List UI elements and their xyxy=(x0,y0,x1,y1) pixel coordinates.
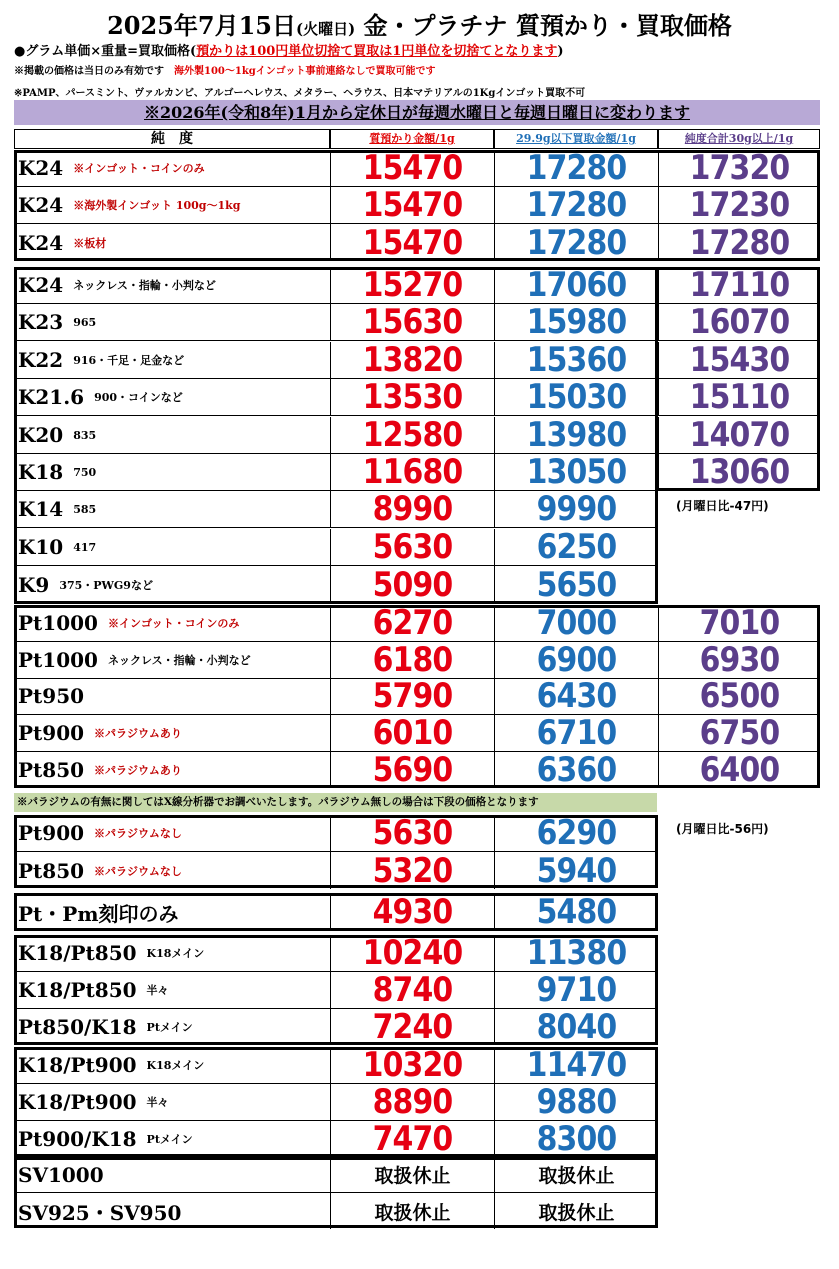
page-title xyxy=(0,6,839,41)
pawn-price-cell xyxy=(330,454,494,491)
purity-name: Pt900 xyxy=(18,821,85,845)
purity-label xyxy=(18,417,96,453)
buy-large-price-cell xyxy=(658,642,820,679)
purity-name: Pt850/K18 xyxy=(18,1014,137,1039)
purity-name: K23 xyxy=(18,310,64,334)
palladium-notice: ※パラジウムの有無に関してはX線分析器でお調べいたします。パラジウム無しの場合は下段の価格となります xyxy=(14,793,657,812)
buy-small-price: 6360 xyxy=(536,749,617,790)
purity-cell xyxy=(14,852,330,889)
pawn-price-cell xyxy=(330,417,494,454)
purity-note: ※パラジウムあり xyxy=(94,727,182,740)
purity-label xyxy=(18,642,251,678)
buy-small-price-cell xyxy=(494,893,658,931)
buy-small-price-cell xyxy=(494,1120,658,1157)
purity-cell xyxy=(14,815,330,852)
pawn-price: 11680 xyxy=(362,452,463,492)
purity-note: 835 xyxy=(73,428,97,442)
purity-label xyxy=(18,893,178,931)
pawn-price-cell xyxy=(330,1193,494,1229)
purity-cell xyxy=(14,1084,330,1121)
buy-large-price-cell xyxy=(658,715,820,752)
buy-small-price: 15360 xyxy=(526,340,627,380)
pawn-price: 13820 xyxy=(362,340,463,380)
purity-label xyxy=(18,1084,169,1120)
buy-small-price: 15980 xyxy=(526,302,627,342)
pawn-price-cell xyxy=(330,566,494,603)
holiday-banner: ※2026年(令和8年)1月から定休日が毎週水曜日と毎週日曜日に変わります xyxy=(14,100,820,125)
purity-cell xyxy=(14,642,330,679)
buy-small-price-cell xyxy=(494,150,658,187)
purity-name: Pt1000 xyxy=(18,648,98,672)
purity-cell xyxy=(14,1120,330,1157)
title-date: 2025年7月15日 xyxy=(107,11,296,40)
buy-small-price-cell xyxy=(494,605,658,642)
purity-name: K18/Pt850 xyxy=(18,978,137,1002)
buy-small-price-cell xyxy=(494,815,658,852)
pawn-price: 7240 xyxy=(372,1006,453,1047)
purity-note: ネックレス・指輪・小判など xyxy=(107,654,251,667)
purity-name: K24 xyxy=(18,193,64,217)
purity-name: K20 xyxy=(18,423,64,447)
pawn-price: 10240 xyxy=(362,933,463,973)
buy-small-price-cell xyxy=(494,935,658,972)
purity-name: Pt950 xyxy=(18,684,85,708)
purity-label xyxy=(18,304,96,340)
buy-large-price-cell xyxy=(658,751,820,788)
buy-small-price-cell xyxy=(494,1008,658,1045)
pawn-price-cell xyxy=(330,852,494,889)
buy-small-price: 11470 xyxy=(526,1045,627,1085)
purity-note: 375・PWG9など xyxy=(59,578,153,592)
purity-cell xyxy=(14,491,330,528)
buy-small-price-cell xyxy=(494,972,658,1009)
purity-note: Ptメイン xyxy=(146,1020,193,1034)
buy-small-price-cell xyxy=(494,454,658,491)
buy-small-price: 取扱休止 xyxy=(538,1165,615,1187)
buy-small-price: 5940 xyxy=(536,850,617,891)
purity-name: K18/Pt900 xyxy=(18,1053,137,1077)
pawn-price-cell xyxy=(330,150,494,187)
purity-name: Pt900/K18 xyxy=(18,1126,137,1151)
pawn-price-cell xyxy=(330,815,494,852)
purity-note: 417 xyxy=(73,540,97,554)
buy-large-price-cell xyxy=(658,605,820,642)
buy-small-price: 13980 xyxy=(526,415,627,455)
buy-small-price: 7000 xyxy=(536,603,617,643)
pawn-price-cell xyxy=(330,1120,494,1157)
buy-small-price-cell xyxy=(494,566,658,603)
buy-small-price: 8300 xyxy=(536,1118,617,1159)
buy-large-price-cell xyxy=(658,304,820,341)
purity-label xyxy=(18,852,182,889)
purity-name: SV925・SV950 xyxy=(18,1200,182,1225)
buy-large-price: 14070 xyxy=(689,415,790,455)
buy-large-price-cell xyxy=(658,224,820,261)
purity-name: Pt1000 xyxy=(18,611,98,635)
buy-small-price: 5480 xyxy=(536,892,617,932)
buy-small-price: 6710 xyxy=(536,713,617,753)
buy-large-price: 7010 xyxy=(699,603,780,643)
pawn-price-cell xyxy=(330,678,494,715)
purity-name: K22 xyxy=(18,348,64,372)
buy-large-price: 17230 xyxy=(689,185,790,225)
purity-name: Pt・Pm刻印のみ xyxy=(18,901,179,926)
purity-cell xyxy=(14,751,330,788)
purity-label xyxy=(18,935,204,971)
pawn-price-cell xyxy=(330,379,494,416)
purity-note: ※パラジウムなし xyxy=(94,827,182,840)
buy-small-price: 5650 xyxy=(536,564,617,605)
pawn-price-cell xyxy=(330,491,494,528)
pawn-price-cell xyxy=(330,342,494,379)
buy-small-price-cell xyxy=(494,1193,658,1229)
pawn-price-cell xyxy=(330,935,494,972)
purity-cell xyxy=(14,1193,330,1229)
buy-small-price: 17280 xyxy=(526,185,627,225)
purity-cell xyxy=(14,304,330,341)
pawn-price: 13530 xyxy=(362,377,463,417)
buy-large-price: 6930 xyxy=(699,640,780,680)
purity-label xyxy=(18,1157,104,1192)
pawn-price-cell xyxy=(330,642,494,679)
purity-name: SV1000 xyxy=(18,1162,104,1187)
buy-small-price: 6250 xyxy=(536,527,617,567)
purity-label xyxy=(18,1008,193,1045)
purity-label xyxy=(18,267,216,303)
validity-note xyxy=(14,62,436,77)
buy-small-price: 17280 xyxy=(526,222,627,263)
buy-large-price: 6750 xyxy=(699,713,780,753)
purity-label xyxy=(18,1047,204,1083)
purity-cell xyxy=(14,224,330,261)
purity-label xyxy=(18,150,205,186)
purity-cell xyxy=(14,1047,330,1084)
buy-small-price-cell xyxy=(494,1157,658,1193)
purity-cell xyxy=(14,566,330,603)
purity-cell xyxy=(14,1008,330,1045)
purity-name: Pt850 xyxy=(18,858,85,883)
purity-note: 半々 xyxy=(146,1096,169,1109)
pawn-price: 15470 xyxy=(362,148,463,188)
purity-name: K10 xyxy=(18,535,64,559)
buy-large-price: 17110 xyxy=(689,265,790,305)
purity-name: K9 xyxy=(18,572,50,597)
pawn-price: 8740 xyxy=(372,970,453,1010)
pawn-price: 15270 xyxy=(362,265,463,305)
purity-label xyxy=(18,1193,181,1229)
purity-name: K24 xyxy=(18,273,64,297)
ingot-exclusion-note: ※PAMP、パースミント、ヴァルカンビ、アルゴーヘレウス、メタラー、ヘラウス、日本マテリアルの1Kgインゴット買取不可 xyxy=(14,88,586,99)
buy-small-price: 9990 xyxy=(536,489,617,529)
pawn-price-cell xyxy=(330,224,494,261)
pawn-price: 5630 xyxy=(372,813,453,853)
purity-note: ネックレス・指輪・小判など xyxy=(73,279,216,292)
buy-small-price: 17060 xyxy=(526,265,627,305)
rounding-note xyxy=(14,40,564,59)
purity-cell xyxy=(14,379,330,416)
buy-small-price-cell xyxy=(494,379,658,416)
gold-change-note: (月曜日比-47円) xyxy=(676,499,769,513)
pawn-price: 取扱休止 xyxy=(374,1165,451,1187)
pawn-price: 7470 xyxy=(372,1118,453,1159)
buy-small-price: 9710 xyxy=(536,970,617,1010)
buy-small-price-cell xyxy=(494,715,658,752)
purity-cell xyxy=(14,935,330,972)
column-header-buy-small: 29.9g以下買取金額/1g xyxy=(494,129,658,149)
buy-large-price-cell xyxy=(658,454,820,491)
purity-label xyxy=(18,491,96,527)
purity-cell xyxy=(14,150,330,187)
buy-small-price-cell xyxy=(494,529,658,566)
buy-large-price: 13060 xyxy=(689,452,790,492)
purity-cell xyxy=(14,678,330,715)
buy-small-price-cell xyxy=(494,678,658,715)
title-weekday: (火曜日) xyxy=(295,20,356,38)
pawn-price: 12580 xyxy=(362,415,463,455)
purity-note: K18メイン xyxy=(146,1059,205,1072)
pawn-price: 6180 xyxy=(372,640,453,680)
purity-note: 965 xyxy=(73,315,97,329)
pawn-price-cell xyxy=(330,751,494,788)
purity-note: 916・千足・足金など xyxy=(73,354,185,367)
pawn-price: 5090 xyxy=(372,564,453,605)
purity-name: Pt850 xyxy=(18,757,85,782)
pawn-price-cell xyxy=(330,304,494,341)
pawn-price: 取扱休止 xyxy=(374,1201,451,1224)
purity-note: ※インゴット・コインのみ xyxy=(73,162,205,175)
pawn-price: 15470 xyxy=(362,185,463,225)
purity-label xyxy=(18,1120,193,1157)
buy-large-price-cell xyxy=(658,267,820,304)
purity-cell xyxy=(14,529,330,566)
purity-note: Ptメイン xyxy=(146,1132,193,1146)
buy-small-price-cell xyxy=(494,642,658,679)
purity-name: Pt900 xyxy=(18,721,85,745)
purity-note: ※板材 xyxy=(73,236,107,250)
pawn-price: 15630 xyxy=(362,302,463,342)
purity-label xyxy=(18,972,169,1008)
purity-note: 900・コインなど xyxy=(94,391,183,404)
buy-large-price: 6400 xyxy=(699,749,780,790)
purity-note: K18メイン xyxy=(146,947,205,960)
pawn-price: 5790 xyxy=(372,676,453,716)
purity-cell xyxy=(14,972,330,1009)
buy-large-price-cell xyxy=(658,150,820,187)
rounding-note-suffix: ) xyxy=(557,44,564,59)
purity-cell xyxy=(14,1157,330,1193)
purity-label xyxy=(18,529,96,565)
pawn-price: 8990 xyxy=(372,489,453,529)
purity-label xyxy=(18,454,96,490)
rounding-note-red: 預かりは100円単位切捨て買取は1円単位を切捨てとなります xyxy=(196,44,558,59)
pawn-price-cell xyxy=(330,605,494,642)
buy-small-price-cell xyxy=(494,342,658,379)
purity-name: K14 xyxy=(18,497,64,521)
buy-small-price-cell xyxy=(494,751,658,788)
purity-note: 585 xyxy=(73,502,97,516)
purity-label xyxy=(18,187,240,223)
pawn-price-cell xyxy=(330,1047,494,1084)
buy-small-price-cell xyxy=(494,224,658,261)
buy-small-price: 11380 xyxy=(526,933,627,973)
buy-small-price-cell xyxy=(494,417,658,454)
buy-small-price: 15030 xyxy=(526,377,627,417)
buy-small-price-cell xyxy=(494,267,658,304)
buy-large-price: 17280 xyxy=(689,222,790,263)
validity-note-black: ※掲載の価格は当日のみ有効です xyxy=(14,66,164,77)
buy-small-price: 6290 xyxy=(536,813,617,853)
purity-cell xyxy=(14,417,330,454)
pawn-price-cell xyxy=(330,1008,494,1045)
buy-small-price-cell xyxy=(494,304,658,341)
pawn-price: 5320 xyxy=(372,850,453,891)
pawn-price: 10320 xyxy=(362,1045,463,1085)
purity-cell xyxy=(14,605,330,642)
pawn-price: 8890 xyxy=(372,1082,453,1122)
pawn-price-cell xyxy=(330,187,494,224)
buy-large-price-cell xyxy=(658,417,820,454)
buy-small-price: 8040 xyxy=(536,1006,617,1047)
pawn-price: 6010 xyxy=(372,713,453,753)
purity-note: ※海外製インゴット 100g～1kg xyxy=(73,199,241,212)
column-header-pawn: 質預かり金額/1g xyxy=(330,129,494,149)
pawn-price: 4930 xyxy=(372,892,453,932)
purity-name: K18/Pt850 xyxy=(18,941,137,965)
pawn-price-cell xyxy=(330,1084,494,1121)
validity-note-red: 海外製100～1kgインゴット事前連絡なしで買取可能です xyxy=(174,66,436,77)
purity-label xyxy=(18,379,183,415)
pawn-price-cell xyxy=(330,972,494,1009)
pawn-price: 15470 xyxy=(362,222,463,263)
purity-name: K18/Pt900 xyxy=(18,1090,137,1114)
buy-large-price-cell xyxy=(658,187,820,224)
purity-name: K18 xyxy=(18,460,64,484)
purity-cell xyxy=(14,267,330,304)
rounding-note-prefix: ●グラム単価×重量=買取価格( xyxy=(14,44,197,59)
buy-small-price-cell xyxy=(494,852,658,889)
buy-small-price-cell xyxy=(494,1047,658,1084)
buy-small-price: 9880 xyxy=(536,1082,617,1122)
column-header-buy-large: 純度合計30g以上/1g xyxy=(658,129,820,149)
buy-small-price-cell xyxy=(494,187,658,224)
platinum-change-note: (月曜日比-56円) xyxy=(676,822,769,836)
buy-large-price: 16070 xyxy=(689,302,790,342)
purity-note: ※パラジウムなし xyxy=(94,864,182,878)
purity-label xyxy=(18,224,106,261)
buy-large-price-cell xyxy=(658,379,820,416)
purity-note: 半々 xyxy=(146,984,169,997)
buy-small-price: 6900 xyxy=(536,640,617,680)
buy-small-price: 6430 xyxy=(536,676,617,716)
pawn-price-cell xyxy=(330,715,494,752)
pawn-price: 5630 xyxy=(372,527,453,567)
buy-large-price-cell xyxy=(658,342,820,379)
purity-name: K24 xyxy=(18,156,64,180)
purity-cell xyxy=(14,454,330,491)
purity-label xyxy=(18,605,239,641)
purity-cell xyxy=(14,893,330,931)
purity-label xyxy=(18,678,84,714)
purity-note: ※パラジウムあり xyxy=(94,763,182,777)
buy-small-price: 取扱休止 xyxy=(538,1201,615,1224)
buy-large-price: 6500 xyxy=(699,676,780,716)
purity-cell xyxy=(14,187,330,224)
pawn-price-cell xyxy=(330,1157,494,1193)
purity-label xyxy=(18,751,182,788)
purity-cell xyxy=(14,715,330,752)
buy-small-price-cell xyxy=(494,491,658,528)
purity-name: K24 xyxy=(18,230,64,255)
purity-note: 750 xyxy=(73,465,97,479)
pawn-price: 6270 xyxy=(372,603,453,643)
buy-large-price: 17320 xyxy=(689,148,790,188)
purity-name: K21.6 xyxy=(18,385,85,409)
purity-label xyxy=(18,342,184,378)
column-header-purity: 純 度 xyxy=(14,129,330,149)
purity-note: ※インゴット・コインのみ xyxy=(107,617,240,630)
buy-small-price-cell xyxy=(494,1084,658,1121)
buy-large-price: 15110 xyxy=(689,377,790,417)
pawn-price-cell xyxy=(330,893,494,931)
purity-label xyxy=(18,815,182,851)
title-rest: 金・プラチナ 質預かり・買取価格 xyxy=(363,11,732,40)
pawn-price-cell xyxy=(330,267,494,304)
buy-large-price: 15430 xyxy=(689,340,790,380)
pawn-price-cell xyxy=(330,529,494,566)
purity-label xyxy=(18,715,182,751)
pawn-price: 5690 xyxy=(372,749,453,790)
buy-small-price: 17280 xyxy=(526,148,627,188)
buy-small-price: 13050 xyxy=(526,452,627,492)
purity-label xyxy=(18,566,153,603)
purity-cell xyxy=(14,342,330,379)
buy-large-price-cell xyxy=(658,678,820,715)
